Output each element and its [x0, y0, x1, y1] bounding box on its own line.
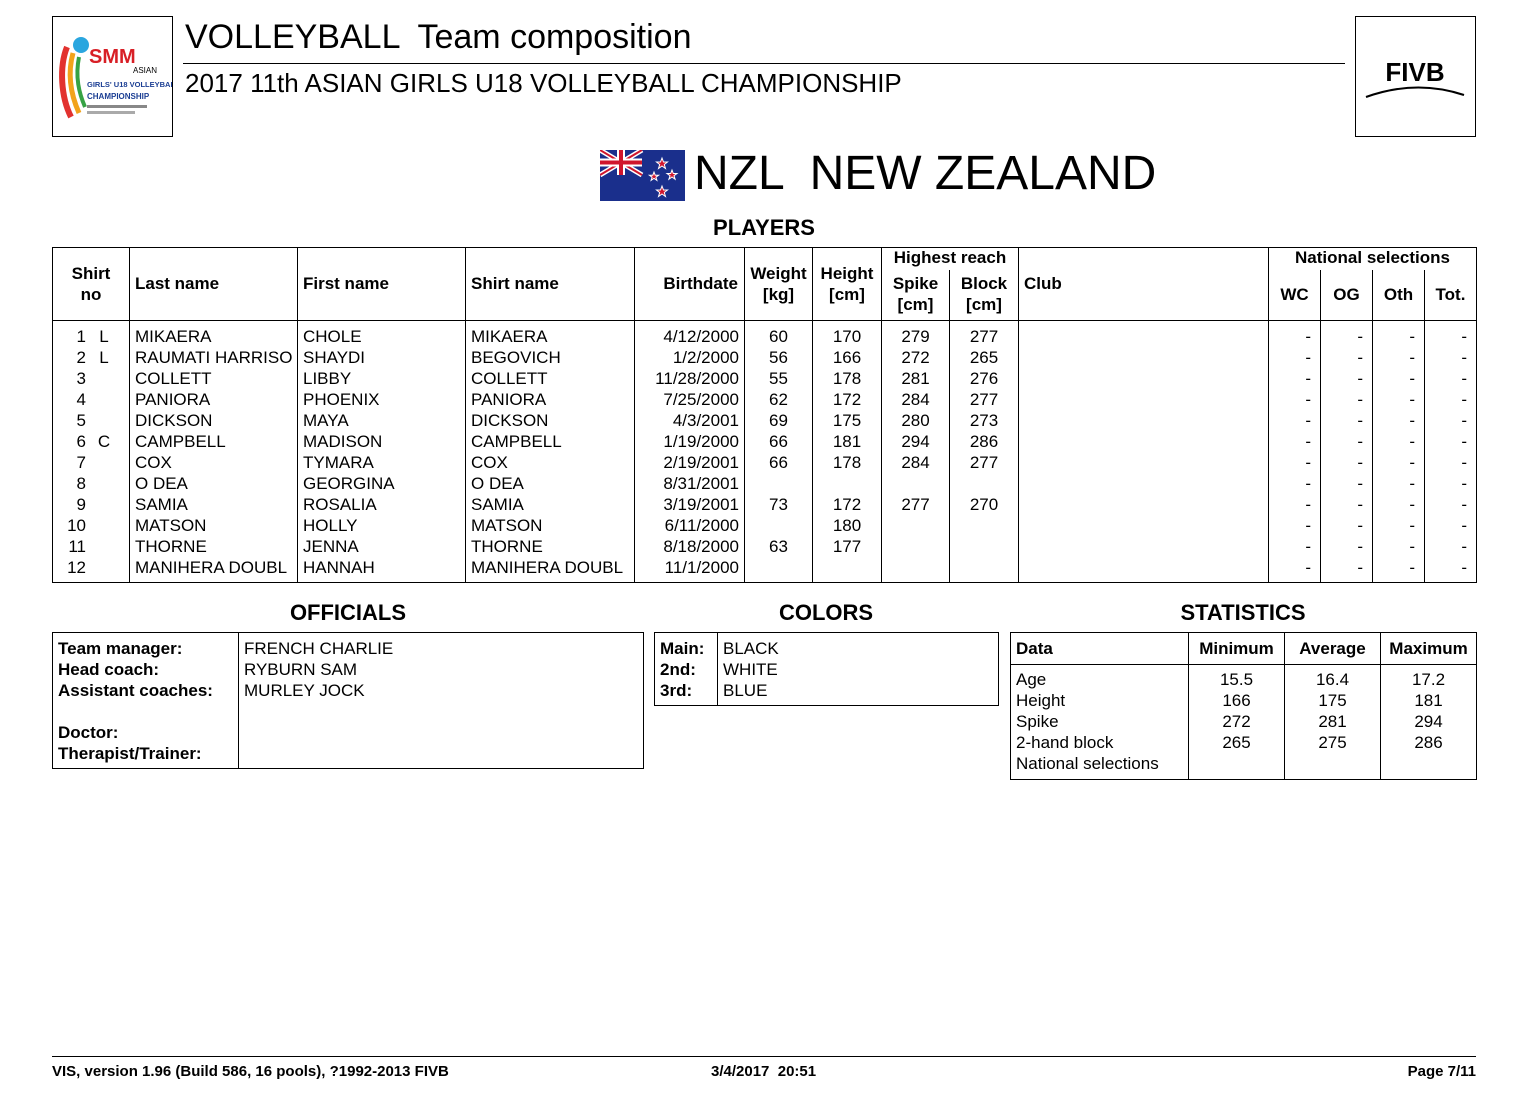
oth-cell: - [1409, 390, 1415, 409]
first-name-cell: JENNA [303, 537, 359, 556]
last-name-cell: THORNE [135, 537, 207, 556]
header-oth: Oth [1383, 285, 1414, 304]
og-cell: - [1357, 495, 1363, 514]
oth-cell: - [1409, 348, 1415, 367]
weight-cell: 66 [769, 453, 788, 472]
last-name-cell: SAMIA [135, 495, 188, 514]
third-color-value: BLUE [723, 681, 768, 700]
spike-cell: 284 [901, 390, 930, 409]
fivb-logo-icon [1356, 17, 1475, 136]
column-divider [129, 247, 130, 583]
height-cell: 178 [832, 453, 862, 472]
header-shirt-name: Shirt name [471, 274, 559, 293]
birthdate-cell: 1/19/2000 [663, 432, 739, 451]
svg-text:ASIAN: ASIAN [133, 66, 158, 75]
header-weight-unit: [kg] [762, 285, 795, 304]
column-divider [1018, 247, 1019, 583]
stat-minimum: 265 [1222, 733, 1251, 752]
wc-cell: - [1305, 348, 1311, 367]
tot-cell: - [1461, 390, 1467, 409]
shirt-no-cell: 6 [76, 432, 86, 451]
column-divider [465, 247, 466, 583]
birthdate-cell: 2/19/2001 [663, 453, 739, 472]
header-club: Club [1024, 274, 1062, 293]
tot-cell: - [1461, 516, 1467, 535]
shirt-name-cell: MIKAERA [471, 327, 548, 346]
header-wc: WC [1280, 285, 1309, 304]
tot-cell: - [1461, 558, 1467, 577]
header-national-selections: National selections [1295, 248, 1450, 267]
og-cell: - [1357, 474, 1363, 493]
player-role-cell: L [99, 348, 109, 367]
main-color-label: Main: [660, 639, 705, 658]
birthdate-cell: 8/18/2000 [663, 537, 739, 556]
stat-label: Spike [1016, 712, 1059, 731]
shirt-name-cell: DICKSON [471, 411, 549, 430]
header-divider [1010, 664, 1477, 665]
oth-cell: - [1409, 327, 1415, 346]
stat-average: 175 [1318, 691, 1347, 710]
stat-maximum: 286 [1414, 733, 1443, 752]
shirt-no-cell: 8 [76, 474, 86, 493]
event-logo [52, 16, 173, 137]
first-name-cell: TYMARA [303, 453, 374, 472]
first-name-cell: LIBBY [303, 369, 352, 388]
shirt-name-cell: SAMIA [471, 495, 524, 514]
og-cell: - [1357, 516, 1363, 535]
birthdate-cell: 8/31/2001 [663, 474, 739, 493]
header-shirt-no: Shirt [71, 264, 111, 283]
stat-average: 275 [1318, 733, 1347, 752]
og-cell: - [1357, 348, 1363, 367]
stat-label: Height [1016, 691, 1066, 710]
column-divider [717, 632, 718, 706]
last-name-cell: COLLETT [135, 369, 212, 388]
tot-cell: - [1461, 432, 1467, 451]
therapist-trainer-label: Therapist/Trainer: [58, 744, 202, 763]
wc-cell: - [1305, 327, 1311, 346]
stat-label: National selections [1016, 754, 1159, 773]
stat-minimum: 166 [1222, 691, 1251, 710]
block-cell: 277 [969, 453, 999, 472]
officials-title: OFFICIALS [289, 600, 407, 625]
shirt-no-cell: 3 [76, 369, 86, 388]
stat-average: 281 [1318, 712, 1347, 731]
wc-cell: - [1305, 369, 1311, 388]
height-cell: 177 [832, 537, 862, 556]
fivb-logo [1355, 16, 1476, 137]
block-cell: 276 [969, 369, 999, 388]
tot-cell: - [1461, 348, 1467, 367]
shirt-no-cell: 7 [76, 453, 86, 472]
height-cell: 181 [832, 432, 862, 451]
header-height-unit: [cm] [829, 285, 865, 304]
wc-cell: - [1305, 411, 1311, 430]
spike-cell: 272 [901, 348, 930, 367]
first-name-cell: GEORGINA [303, 474, 395, 493]
shirt-no-cell: 4 [76, 390, 86, 409]
assistant-coaches-label: Assistant coaches: [58, 681, 213, 700]
colors-table [654, 632, 999, 706]
wc-cell: - [1305, 453, 1311, 472]
stat-average: 16.4 [1315, 670, 1350, 689]
header-weight: Weight [750, 264, 807, 283]
shirt-no-cell: 5 [76, 411, 86, 430]
shirt-name-cell: MATSON [471, 516, 543, 535]
shirt-no-cell: 9 [76, 495, 86, 514]
block-cell: 277 [969, 390, 999, 409]
og-cell: - [1357, 327, 1363, 346]
block-cell: 265 [969, 348, 999, 367]
oth-cell: - [1409, 516, 1415, 535]
shirt-no-cell: 1 [76, 327, 86, 346]
birthdate-cell: 3/19/2001 [663, 495, 739, 514]
weight-cell: 63 [769, 537, 788, 556]
svg-text:SMM: SMM [89, 46, 136, 68]
title-divider [183, 63, 1345, 64]
birthdate-cell: 1/2/2000 [672, 348, 739, 367]
shirt-no-cell: 10 [67, 516, 86, 535]
tot-cell: - [1461, 369, 1467, 388]
first-name-cell: CHOLE [303, 327, 362, 346]
block-cell: 277 [969, 327, 999, 346]
og-cell: - [1357, 453, 1363, 472]
birthdate-cell: 6/11/2000 [664, 516, 739, 535]
header-spike: Spike [892, 274, 939, 293]
header-height: Height [820, 264, 874, 283]
spike-cell: 294 [901, 432, 930, 451]
birthdate-cell: 4/3/2001 [672, 411, 739, 430]
oth-cell: - [1409, 537, 1415, 556]
first-name-cell: HOLLY [303, 516, 358, 535]
header-birthdate: Birthdate [663, 274, 738, 293]
tot-cell: - [1461, 474, 1467, 493]
stat-maximum: 17.2 [1411, 670, 1446, 689]
wc-cell: - [1305, 558, 1311, 577]
header-block-unit: [cm] [966, 295, 1002, 314]
column-divider [634, 247, 635, 583]
svg-text:CHAMPIONSHIP: CHAMPIONSHIP [87, 92, 150, 101]
stat-minimum: 272 [1222, 712, 1251, 731]
height-cell: 166 [832, 348, 862, 367]
column-divider [297, 247, 298, 583]
block-cell: 270 [969, 495, 999, 514]
svg-text:GIRLS' U18 VOLLEYBALL: GIRLS' U18 VOLLEYBALL [87, 80, 172, 89]
shirt-name-cell: THORNE [471, 537, 543, 556]
header-block: Block [960, 274, 1008, 293]
wc-cell: - [1305, 495, 1311, 514]
header-divider [52, 320, 1477, 321]
shirt-name-cell: CAMPBELL [471, 432, 562, 451]
player-role-cell: L [99, 327, 109, 346]
last-name-cell: PANIORA [135, 390, 211, 409]
height-cell: 172 [832, 390, 862, 409]
weight-cell: 55 [769, 369, 788, 388]
birthdate-cell: 7/25/2000 [663, 390, 739, 409]
oth-cell: - [1409, 474, 1415, 493]
header-highest-reach: Highest reach [893, 248, 1007, 267]
team-manager-value: FRENCH CHARLIE [244, 639, 394, 658]
last-name-cell: MANIHERA DOUBL [135, 558, 288, 577]
birthdate-cell: 4/12/2000 [663, 327, 739, 346]
shirt-no-cell: 12 [67, 558, 86, 577]
og-cell: - [1357, 432, 1363, 451]
oth-cell: - [1409, 558, 1415, 577]
oth-cell: - [1409, 432, 1415, 451]
header-last-name: Last name [135, 274, 220, 293]
wc-cell: - [1305, 390, 1311, 409]
column-divider [238, 632, 239, 769]
weight-cell: 60 [769, 327, 788, 346]
tot-cell: - [1461, 495, 1467, 514]
og-cell: - [1357, 558, 1363, 577]
spike-cell: 279 [901, 327, 930, 346]
footer-divider [52, 1056, 1476, 1057]
team-name: NZL NEW ZEALAND [694, 147, 1157, 200]
footer-version: VIS, version 1.96 (Build 586, 16 pools), ?1992-2013 FIVB [52, 1063, 449, 1080]
last-name-cell: MIKAERA [135, 327, 212, 346]
height-cell: 170 [832, 327, 862, 346]
page-title: VOLLEYBALL Team composition [185, 18, 692, 56]
shirt-name-cell: O DEA [471, 474, 524, 493]
head-coach-value: RYBURN SAM [244, 660, 358, 679]
team-manager-label: Team manager: [58, 639, 183, 658]
wc-cell: - [1305, 537, 1311, 556]
stats-header-minimum: Minimum [1199, 639, 1274, 658]
oth-cell: - [1409, 453, 1415, 472]
last-name-cell: MATSON [135, 516, 207, 535]
last-name-cell: COX [135, 453, 172, 472]
spike-cell: 281 [901, 369, 930, 388]
weight-cell: 62 [769, 390, 788, 409]
assistant-coaches-value: MURLEY JOCK [244, 681, 365, 700]
shirt-name-cell: COLLETT [471, 369, 548, 388]
first-name-cell: SHAYDI [303, 348, 366, 367]
weight-cell: 69 [769, 411, 788, 430]
event-subtitle: 2017 11th ASIAN GIRLS U18 VOLLEYBALL CHAMPIONSHIP [185, 68, 902, 98]
tot-cell: - [1461, 453, 1467, 472]
shirt-name-cell: COX [471, 453, 508, 472]
head-coach-label: Head coach: [58, 660, 160, 679]
stat-maximum: 294 [1414, 712, 1443, 731]
wc-cell: - [1305, 474, 1311, 493]
wc-cell: - [1305, 516, 1311, 535]
stats-header-average: Average [1299, 639, 1366, 658]
tot-cell: - [1461, 327, 1467, 346]
last-name-cell: O DEA [135, 474, 188, 493]
statistics-title: STATISTICS [1180, 600, 1306, 625]
second-color-value: WHITE [723, 660, 778, 679]
shirt-name-cell: BEGOVICH [471, 348, 561, 367]
oth-cell: - [1409, 495, 1415, 514]
header-og: OG [1333, 285, 1360, 304]
header-first-name: First name [303, 274, 389, 293]
og-cell: - [1357, 537, 1363, 556]
birthdate-cell: 11/28/2000 [655, 369, 739, 388]
height-cell: 180 [832, 516, 862, 535]
main-color-value: BLACK [723, 639, 779, 658]
first-name-cell: ROSALIA [303, 495, 377, 514]
shirt-no-cell: 11 [68, 537, 86, 556]
header-shirt-no-sub: no [80, 285, 102, 304]
footer-datetime: 3/4/2017 20:51 [711, 1063, 817, 1080]
wc-cell: - [1305, 432, 1311, 451]
oth-cell: - [1409, 411, 1415, 430]
stat-label: 2-hand block [1016, 733, 1114, 752]
height-cell: 175 [832, 411, 862, 430]
third-color-label: 3rd: [660, 681, 693, 700]
player-role-cell: C [97, 432, 111, 451]
footer-page: Page 7/11 [1407, 1063, 1476, 1080]
last-name-cell: DICKSON [135, 411, 213, 430]
block-cell: 273 [969, 411, 999, 430]
shirt-name-cell: MANIHERA DOUBL [471, 558, 624, 577]
spike-cell: 284 [901, 453, 930, 472]
first-name-cell: MAYA [303, 411, 349, 430]
header-tot: Tot. [1435, 285, 1466, 304]
second-color-label: 2nd: [660, 660, 696, 679]
shirt-name-cell: PANIORA [471, 390, 547, 409]
spike-cell: 277 [901, 495, 930, 514]
event-logo-icon [53, 17, 172, 136]
spike-cell: 280 [901, 411, 930, 430]
og-cell: - [1357, 390, 1363, 409]
svg-text:FIVB: FIVB [1385, 57, 1445, 87]
players-title: PLAYERS [713, 215, 815, 240]
og-cell: - [1357, 411, 1363, 430]
og-cell: - [1357, 369, 1363, 388]
stat-label: Age [1016, 670, 1047, 689]
colors-title: COLORS [778, 600, 874, 625]
last-name-cell: RAUMATI HARRISO [135, 348, 293, 367]
stats-header-maximum: Maximum [1389, 639, 1468, 658]
oth-cell: - [1409, 369, 1415, 388]
first-name-cell: HANNAH [303, 558, 375, 577]
tot-cell: - [1461, 411, 1467, 430]
header-spike-unit: [cm] [897, 295, 934, 314]
height-cell: 172 [832, 495, 862, 514]
stat-minimum: 15.5 [1219, 670, 1254, 689]
last-name-cell: CAMPBELL [135, 432, 226, 451]
height-cell: 178 [832, 369, 862, 388]
first-name-cell: PHOENIX [303, 390, 380, 409]
doctor-label: Doctor: [58, 723, 119, 742]
tot-cell: - [1461, 537, 1467, 556]
stat-maximum: 181 [1414, 691, 1443, 710]
block-cell: 286 [969, 432, 999, 451]
first-name-cell: MADISON [303, 432, 383, 451]
weight-cell: 73 [769, 495, 788, 514]
birthdate-cell: 11/1/2000 [664, 558, 739, 577]
stats-header-data: Data [1016, 639, 1053, 658]
weight-cell: 66 [769, 432, 788, 451]
shirt-no-cell: 2 [76, 348, 86, 367]
new-zealand-flag-icon [600, 150, 685, 201]
weight-cell: 56 [769, 348, 788, 367]
